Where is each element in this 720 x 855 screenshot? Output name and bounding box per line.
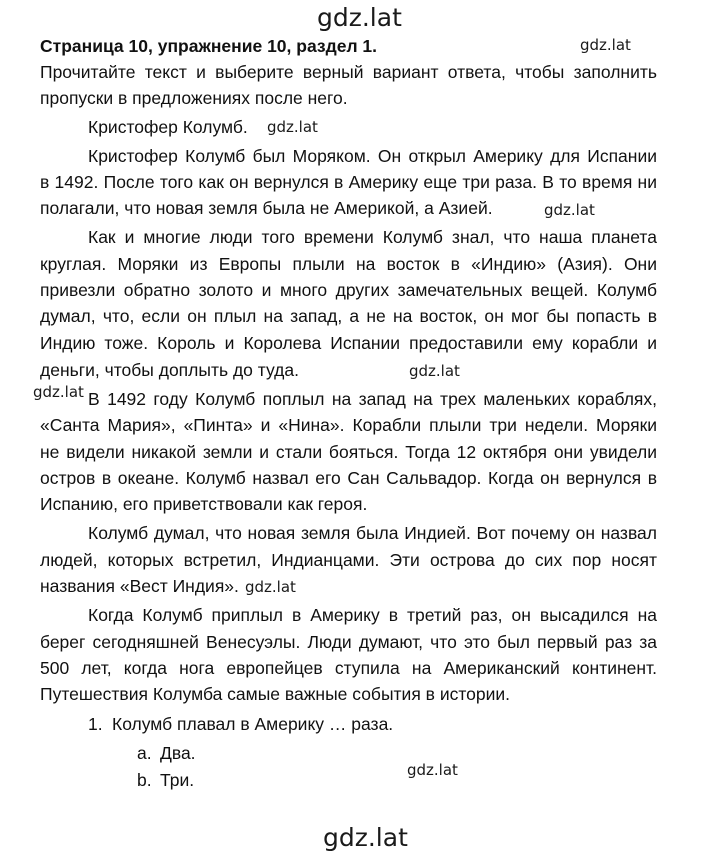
text-title: Кристофер Колумб. <box>88 117 248 137</box>
text-line: 500 лет, когда нога европейцев ступила на Американский континент. <box>40 658 657 678</box>
text-line: Индию тоже. Король и Королева Испании предоставили ему корабли и <box>40 333 657 353</box>
watermark: gdz.lat <box>409 362 460 380</box>
text-line: круглая. Моряки из Европы плыли на восток в «Индию» (Азия). Они <box>40 254 657 274</box>
text-line: думал, что, если он плыл на запад, а не на восток, он мог бы попасть в <box>40 306 657 326</box>
text-line: «Санта Мария», «Пинта» и «Нина». Корабли плыли три недели. Моряки <box>40 415 657 435</box>
text-line: берег сегодняшней Венесуэлы. Люди думают, что это был первый раз за <box>40 632 657 652</box>
option-letter: b. <box>137 770 152 790</box>
text-line: Колумб думал, что новая земля была Индией. Вот почему он назвал <box>88 523 657 543</box>
page-heading: Страница 10, упражнение 10, раздел 1. <box>40 36 378 56</box>
text-line: Кристофер Колумб был Моряком. Он открыл Америку для Испании <box>88 146 657 166</box>
watermark: gdz.lat <box>33 383 84 401</box>
text-line: людей, которых встретил, Индианцами. Эти острова до сих пор носят <box>40 550 657 570</box>
watermark: gdz.lat <box>245 578 296 596</box>
text-line: В 1492 году Колумб поплыл на запад на трех маленьких кораблях, <box>88 389 657 409</box>
watermark: gdz.lat <box>267 118 318 136</box>
text-line: Когда Колумб приплыл в Америку в третий раз, он высадился на <box>88 605 657 625</box>
watermark: gdz.lat <box>544 201 595 219</box>
text-line: Испанию, его приветствовали как героя. <box>40 494 368 514</box>
text-line: деньги, чтобы доплыть до туда. <box>40 360 299 380</box>
text-line: Путешествия Колумба самые важные события в истории. <box>40 684 511 704</box>
watermark-bottom: gdz.lat <box>323 823 408 852</box>
text-line: не видели никакой земли и стали бояться. Тогда 12 октября они увидели <box>40 442 657 462</box>
text-line: Прочитайте текст и выберите верный вариант ответа, чтобы заполнить <box>40 62 657 82</box>
text-line: в 1492. После того как он вернулся в Америку еще три раза. В то время ни <box>40 172 657 192</box>
question-text: Колумб плавал в Америку … раза. <box>112 714 394 734</box>
question-number: 1. <box>88 714 103 734</box>
text-line: остров в океане. Колумб назвал его Сан Сальвадор. Когда он вернулся в <box>40 468 657 488</box>
option-text: Два. <box>160 743 196 763</box>
text-line: пропуски в предложениях после него. <box>40 88 348 108</box>
text-line: полагали, что новая земля была не Америкой, а Азией. <box>40 198 493 218</box>
text-line: названия «Вест Индия». <box>40 576 239 596</box>
watermark-top: gdz.lat <box>317 3 402 32</box>
text-line: привезли обратно золото и много других замечательных вещей. Колумб <box>40 280 657 300</box>
option-text: Три. <box>160 770 195 790</box>
text-line: Как и многие люди того времени Колумб знал, что наша планета <box>88 227 657 247</box>
watermark: gdz.lat <box>407 761 458 779</box>
watermark: gdz.lat <box>580 36 631 54</box>
option-letter: a. <box>137 743 152 763</box>
